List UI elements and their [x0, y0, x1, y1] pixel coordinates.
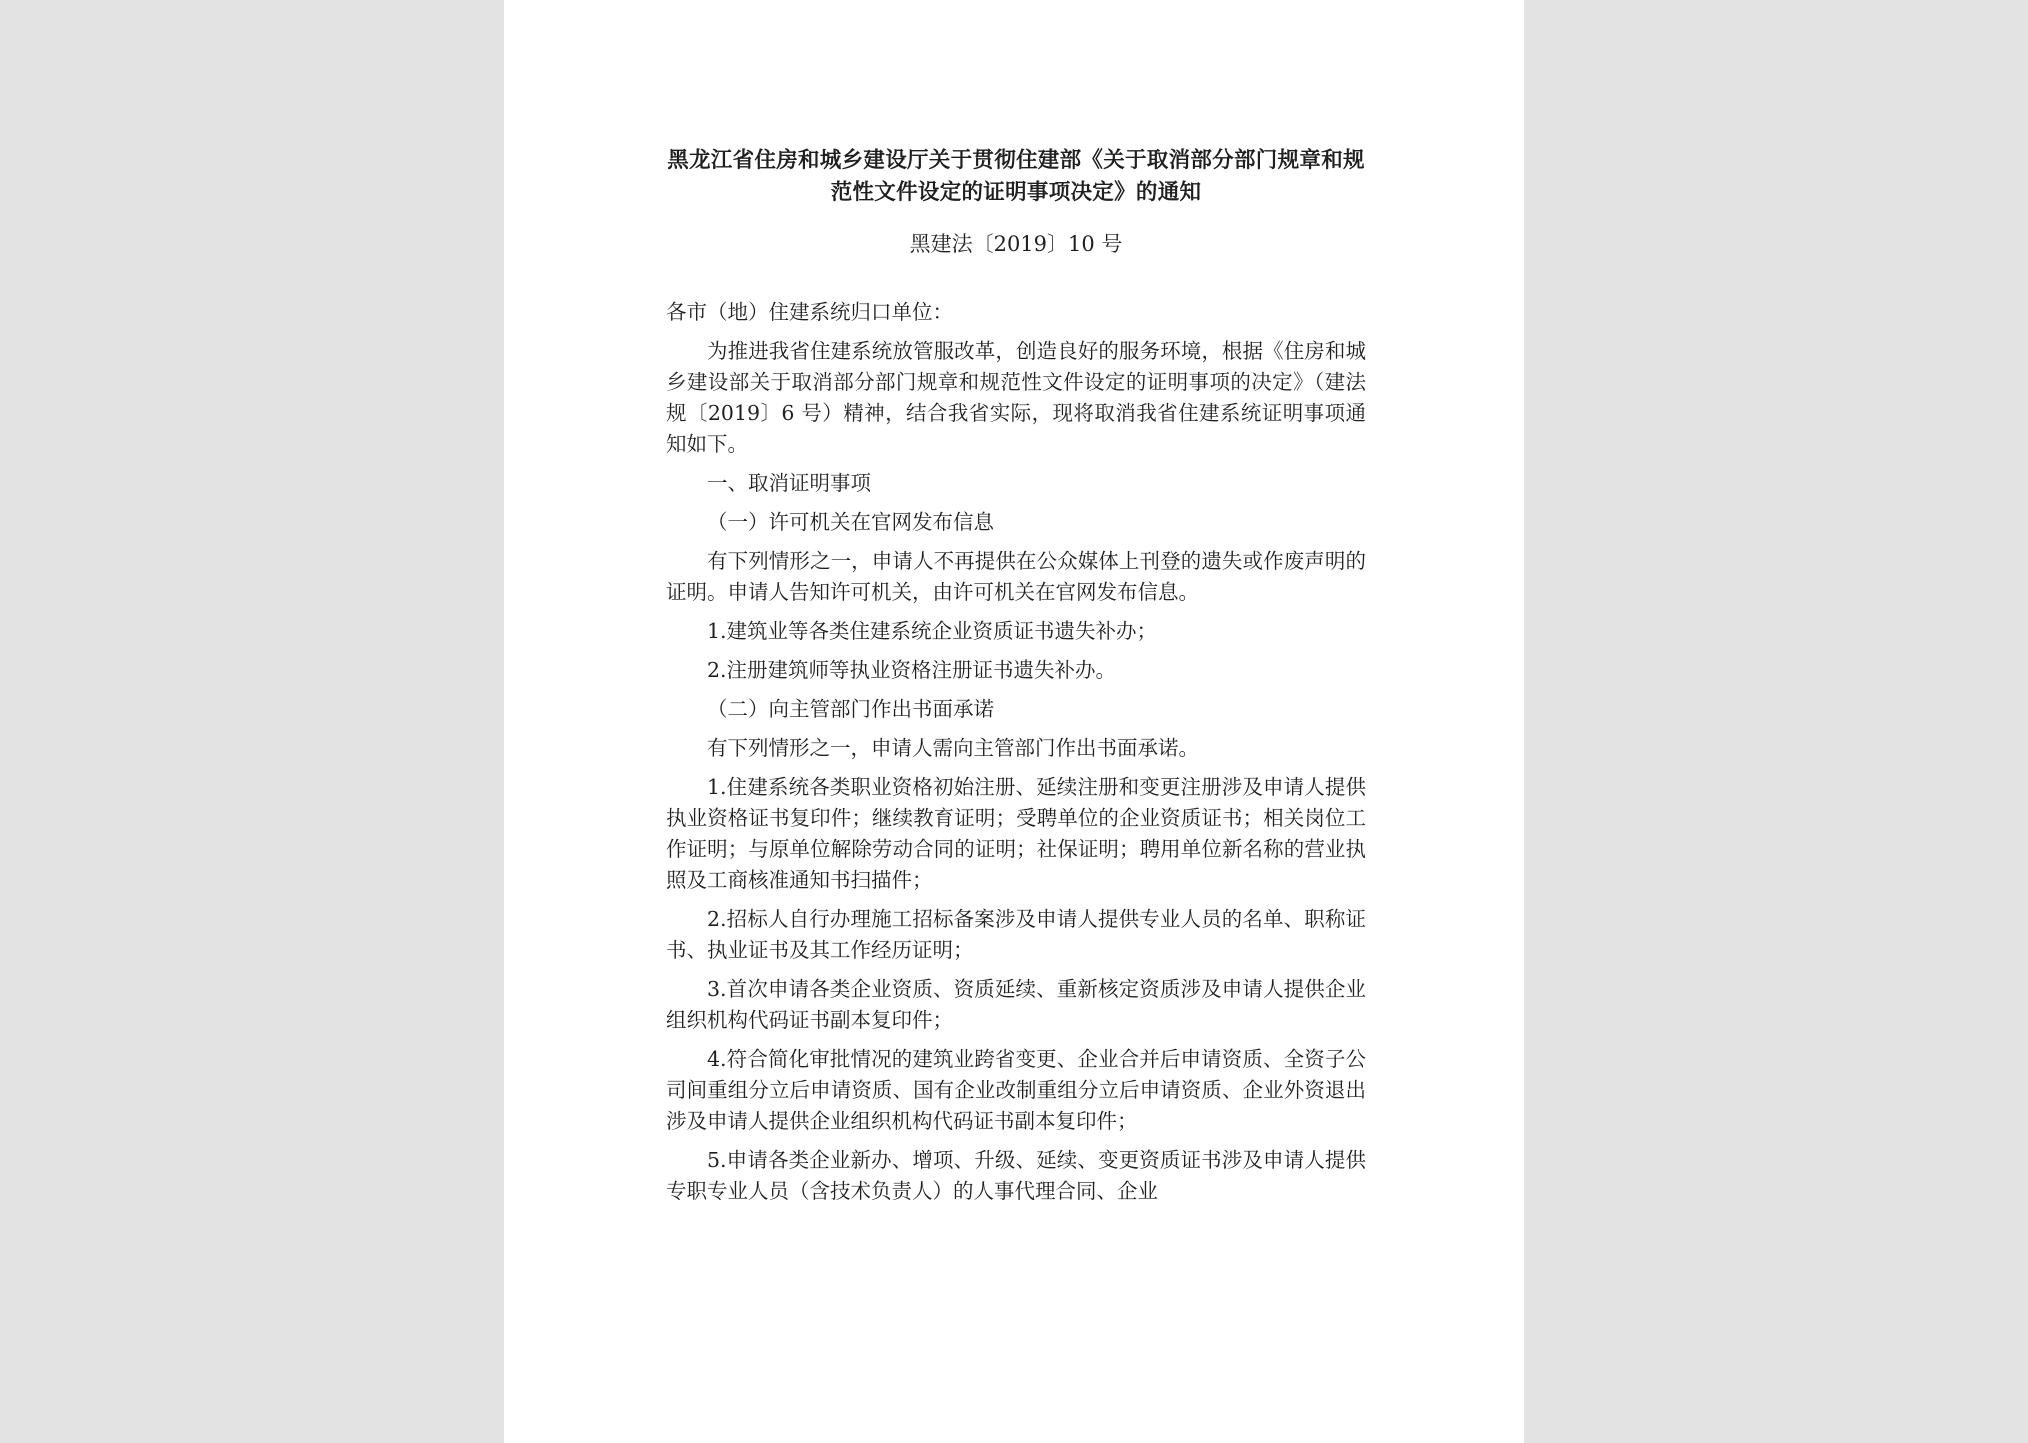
salutation: 各市（地）住建系统归口单位： [666, 300, 953, 324]
document-number: 黑建法〔2019〕10 号 [909, 232, 1123, 256]
paragraph-intro: 为推进我省住建系统放管服改革，创造良好的服务环境，根据《住房和城乡建设部关于取消部分部门规章和规范性文件设定的证明事项的决定》（建法规〔2019〕6 号）精神，结合我省实际，现将取消我省住建系统证明事项通知如下。 [666, 339, 1366, 456]
document-page [504, 0, 1524, 1443]
list-item: 5.申请各类企业新办、增项、升级、延续、变更资质证书涉及申请人提供专职专业人员（含技术负责人）的人事代理合同、企业 [666, 1148, 1366, 1203]
paragraph: 有下列情形之一，申请人不再提供在公众媒体上刊登的遗失或作废声明的证明。申请人告知许可机关，由许可机关在官网发布信息。 [666, 549, 1366, 604]
section-heading-1: 一、取消证明事项 [707, 471, 871, 495]
list-item: 1.建筑业等各类住建系统企业资质证书遗失补办； [707, 619, 1158, 643]
list-item: 2.招标人自行办理施工招标备案涉及申请人提供专业人员的名单、职称证书、执业证书及其工作经历证明； [666, 907, 1366, 962]
subsection-heading-1: （一）许可机关在官网发布信息 [707, 510, 994, 534]
paragraph: 有下列情形之一，申请人需向主管部门作出书面承诺。 [707, 736, 1199, 760]
list-item: 1.住建系统各类职业资格初始注册、延续注册和变更注册涉及申请人提供执业资格证书复印件；继续教育证明；受聘单位的企业资质证书；相关岗位工作证明；与原单位解除劳动合同的证明；社保证明；聘用单位新名称的营业执照及工商核准通知书扫描件； [666, 775, 1366, 892]
list-item: 4.符合简化审批情况的建筑业跨省变更、企业合并后申请资质、全资子公司间重组分立后申请资质、国有企业改制重组分立后申请资质、企业外资退出涉及申请人提供企业组织机构代码证书副本复印件； [666, 1047, 1366, 1133]
document-body [666, 145, 1366, 1207]
subsection-heading-2: （二）向主管部门作出书面承诺 [707, 697, 994, 721]
list-item: 3.首次申请各类企业资质、资质延续、重新核定资质涉及申请人提供企业组织机构代码证书副本复印件； [666, 977, 1366, 1032]
document-title: 黑龙江省住房和城乡建设厅关于贯彻住建部《关于取消部分部门规章和规范性文件设定的证明事项决定》的通知 [667, 148, 1365, 205]
list-item: 2.注册建筑师等执业资格注册证书遗失补办。 [707, 658, 1117, 682]
